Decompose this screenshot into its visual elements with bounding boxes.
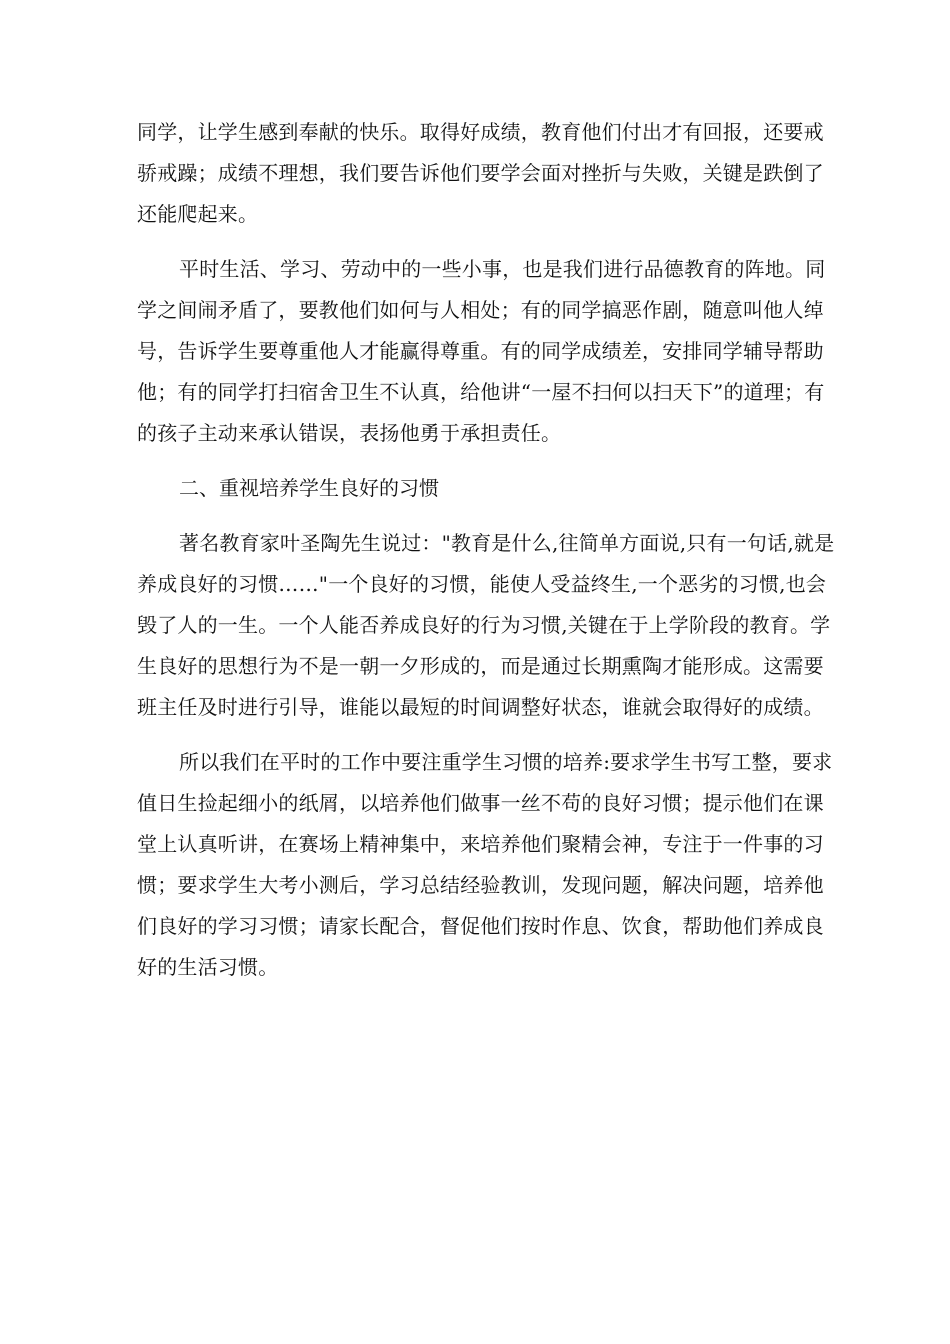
paragraph-habits-quote: 著名教育家叶圣陶先生说过："教育是什么,往简单方面说,只有一句话,就是养成良好的习惯……"一个良好的习惯，能使人受益终生,一个恶劣的习惯,也会毁了人的一生。一个人能否养成良好的行为习惯,关键在于上学阶段的教育。学生良好的思想行为不是一朝一夕形成的，而是通过长期熏陶才能形成。这需要班主任及时进行引导，谁能以最短的时间调整好状态，谁就会取得好的成绩。 <box>137 531 835 719</box>
paragraph-continuation: 同学，让学生感到奉献的快乐。取得好成绩，教育他们付出才有回报，还要戒骄戒躁；成绩不理想，我们要告诉他们要学会面对挫折与失败，关键是跌倒了还能爬起来。 <box>137 120 824 226</box>
paragraph-moral-education: 平时生活、学习、劳动中的一些小事，也是我们进行品德教育的阵地。同学之间闹矛盾了，要教他们如何与人相处；有的同学搞恶作剧，随意叫他人绰号，告诉学生要尊重他人才能赢得尊重。有的同学成绩差，安排同学辅导帮助他；有的同学打扫宿舍卫生不认真，给他讲“一屋不扫何以扫天下”的道理；有的孩子主动来承认错误，表扬他勇于承担责任。 <box>137 257 826 445</box>
section-heading: 二、重视培养学生良好的习惯 <box>179 476 439 500</box>
paragraph-habits-practice: 所以我们在平时的工作中要注重学生习惯的培养:要求学生书写工整，要求值日生捡起细小的纸屑，以培养他们做事一丝不苟的良好习惯；提示他们在课堂上认真听讲，在赛场上精神集中，来培养他们聚精会神，专注于一件事的习惯；要求学生大考小测后，学习总结经验教训，发现问题，解决问题，培养他们良好的学习习惯；请家长配合，督促他们按时作息、饮食，帮助他们养成良好的生活习惯。 <box>137 750 833 979</box>
document-body <box>137 112 837 988</box>
